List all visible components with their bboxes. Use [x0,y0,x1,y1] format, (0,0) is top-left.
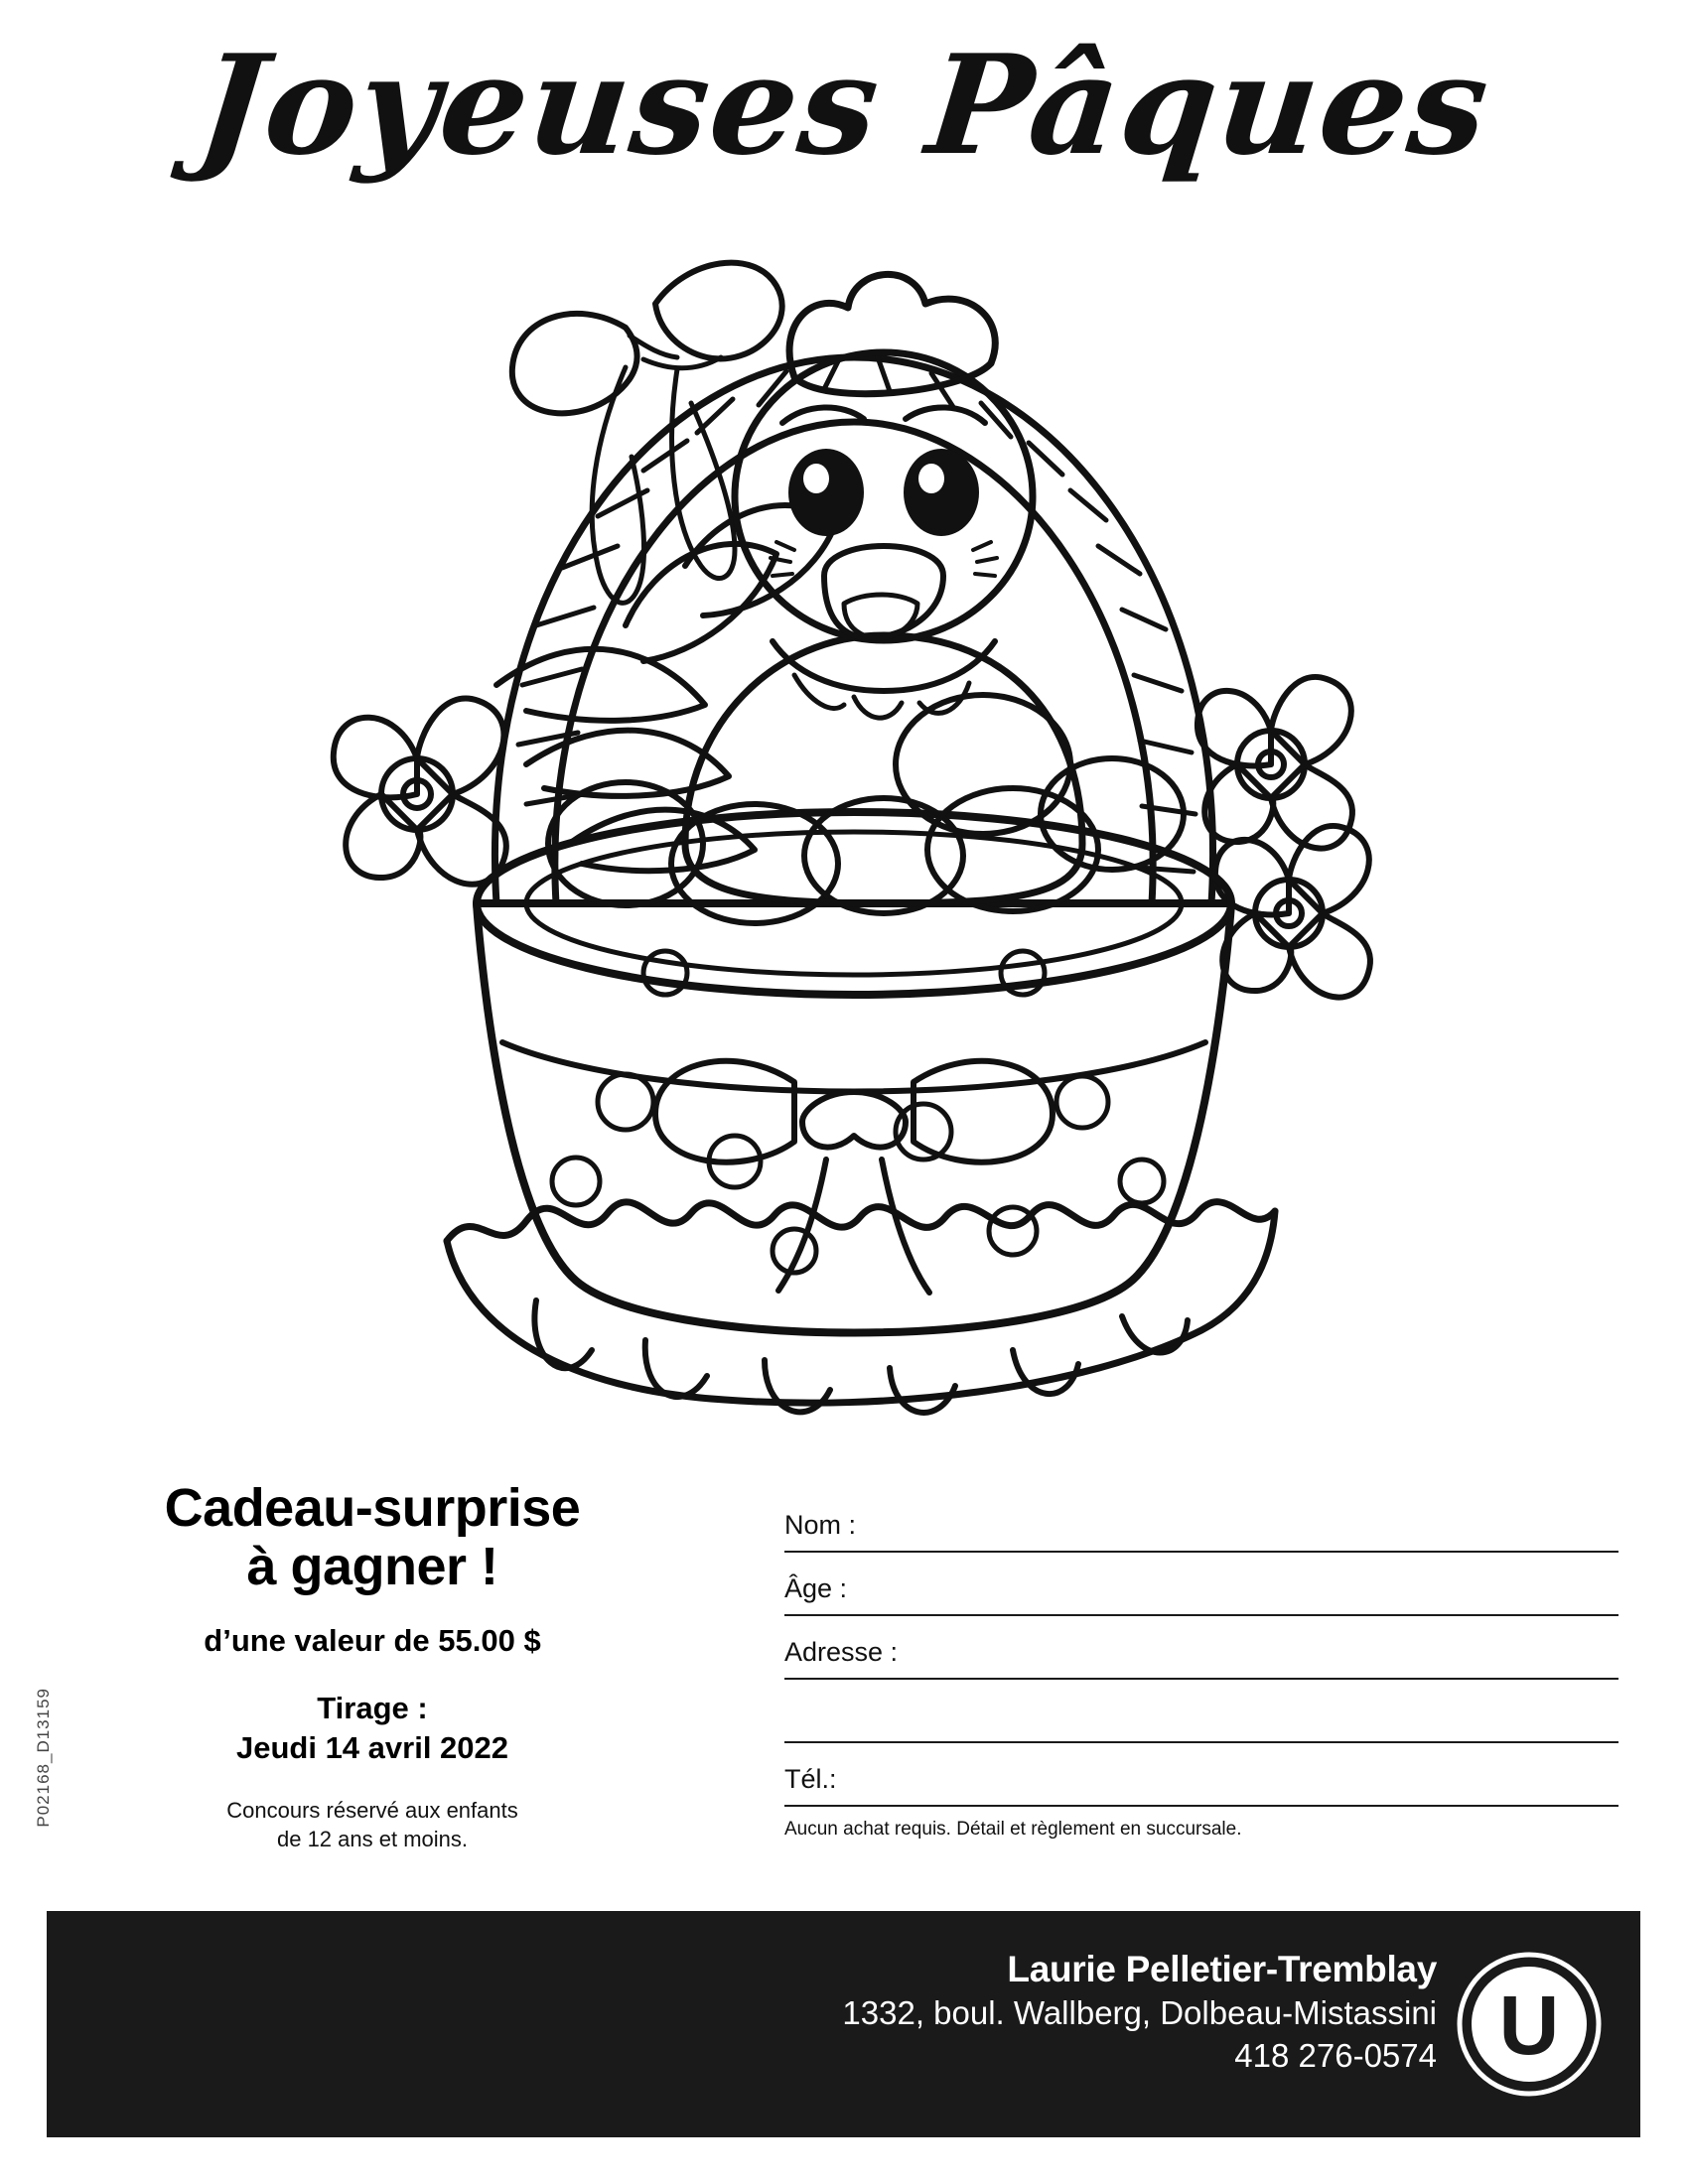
product-code: P02168_D13159 [34,1688,53,1828]
form-label-age: Âge : [784,1573,848,1603]
form-label-adresse: Adresse : [784,1637,899,1667]
form-row-tel[interactable] [784,1743,1618,1807]
footer-contact [842,1947,1437,2078]
contest-restriction-line2: de 12 ans et moins. [276,1827,468,1852]
uniprix-u-logo [1456,1951,1603,2098]
form-legal-note: Aucun achat requis. Détail et règlement en succursale. [784,1819,1242,1840]
offer-headline-line2: à gagner ! [246,1537,498,1597]
form-label-tel: Tél.: [784,1764,837,1794]
entry-form[interactable] [784,1489,1618,1841]
form-row-adresse[interactable] [784,1616,1618,1680]
form-row-age[interactable] [784,1553,1618,1616]
offer-value: d’une valeur de 55.00 $ [204,1622,541,1658]
offer-block [94,1479,650,1853]
draw-date: Jeudi 14 avril 2022 [235,1730,509,1766]
page-title: Joyeuses Pâques [191,24,1497,186]
offer-headline [94,1479,650,1597]
merchant-phone: 418 276-0574 [1234,2037,1437,2075]
contest-restriction-line1: Concours réservé aux enfants [226,1798,518,1824]
form-row-adresse-2[interactable] [784,1680,1618,1743]
merchant-name: Laurie Pelletier-Tremblay [1007,1949,1437,1989]
offer-headline-line1: Cadeau-surprise [164,1478,581,1538]
contest-restriction [94,1796,650,1853]
draw-label: Tirage : [317,1690,428,1725]
form-row-nom[interactable] [784,1489,1618,1553]
form-label-nom: Nom : [784,1510,857,1540]
footer-bar [47,1911,1640,2137]
svg-text:U: U [1498,1979,1560,2072]
merchant-address: 1332, boul. Wallberg, Dolbeau-Mistassini [842,1994,1437,2032]
easter-basket-chick-coloring-illustration [328,208,1380,1449]
